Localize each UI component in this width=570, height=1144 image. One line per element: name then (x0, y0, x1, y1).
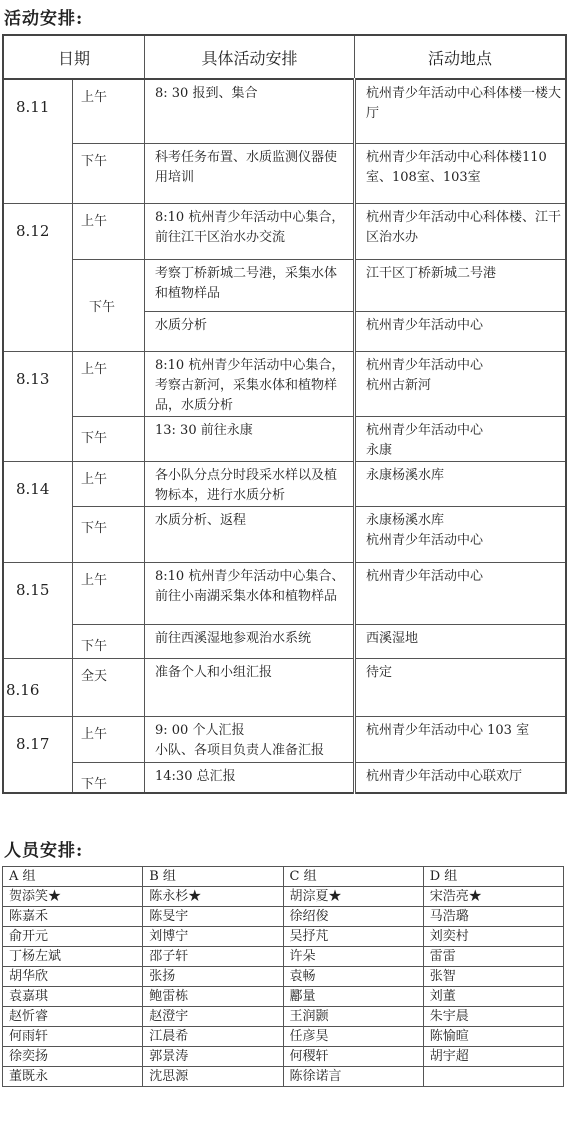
member-name: 刘董 (423, 987, 563, 1007)
people-row (3, 927, 564, 947)
member-name: 酈量 (283, 987, 423, 1007)
member-name: 陈愉暄 (423, 1027, 563, 1047)
member-name: 朱宇晨 (423, 1007, 563, 1027)
schedule-half-day: 上午 (73, 716, 145, 762)
member-name: 郭景涛 (143, 1047, 283, 1067)
schedule-header-row (3, 35, 566, 79)
schedule-location: 杭州青少年活动中心 (355, 562, 567, 624)
member-name: 陈嘉禾 (3, 907, 143, 927)
member-name: 赵澄宇 (143, 1007, 283, 1027)
schedule-location: 江干区丁桥新城二号港 (355, 259, 567, 311)
schedule-date: 8.13 (3, 351, 73, 461)
people-header-row (3, 867, 564, 887)
people-row (3, 947, 564, 967)
schedule-activity: 水质分析 (145, 311, 355, 351)
schedule-activity: 14:30 总汇报 (145, 762, 355, 793)
schedule-half-day: 下午 (73, 624, 145, 658)
schedule-location: 杭州青少年活动中心科体楼110室、108室、103室 (355, 143, 567, 203)
member-name: 刘奕村 (423, 927, 563, 947)
schedule-activity: 准备个人和小组汇报 (145, 658, 355, 716)
member-name: 沈思源 (143, 1067, 283, 1087)
schedule-location: 杭州青少年活动中心科体楼一楼大厅 (355, 79, 567, 143)
schedule-half-day: 下午 (73, 259, 145, 351)
schedule-location: 杭州青少年活动中心 杭州古新河 (355, 351, 567, 416)
schedule-date: 8.11 (3, 79, 73, 203)
member-name: 陈徐诺言 (283, 1067, 423, 1087)
people-row (3, 1027, 564, 1047)
schedule-half-day: 上午 (73, 562, 145, 624)
schedule-date: 8.15 (3, 562, 73, 658)
schedule-activity: 各小队分点分时段采水样以及植物标本，进行水质分析 (145, 461, 355, 506)
people-heading: 人员安排: (4, 841, 84, 861)
people-row (3, 887, 564, 907)
schedule-half-day: 下午 (73, 143, 145, 203)
schedule-location: 杭州青少年活动中心联欢厅 (355, 762, 567, 793)
member-name: 张智 (423, 967, 563, 987)
schedule-location: 杭州青少年活动中心 永康 (355, 416, 567, 461)
column-header-date: 日期 (3, 35, 145, 79)
schedule-row (3, 351, 566, 416)
member-name: 任彦昊 (283, 1027, 423, 1047)
schedule-location: 永康杨溪水库 杭州青少年活动中心 (355, 506, 567, 562)
member-name: 胡华欣 (3, 967, 143, 987)
schedule-location: 永康杨溪水库 (355, 461, 567, 506)
schedule-half-day: 上午 (73, 461, 145, 506)
schedule-row (3, 143, 566, 203)
schedule-location: 待定 (355, 658, 567, 716)
member-name (423, 1067, 563, 1087)
member-name: 徐绍俊 (283, 907, 423, 927)
schedule-location: 杭州青少年活动中心 (355, 311, 567, 351)
schedule-half-day: 下午 (73, 762, 145, 793)
schedule-half-day: 上午 (73, 351, 145, 416)
member-name: 何稷轩 (283, 1047, 423, 1067)
member-name: 赵忻睿 (3, 1007, 143, 1027)
schedule-row (3, 79, 566, 143)
group-header: D 组 (423, 867, 563, 887)
member-name: 鲍雷栋 (143, 987, 283, 1007)
schedule-location: 西溪湿地 (355, 624, 567, 658)
schedule-row (3, 259, 566, 311)
member-name: 刘博宁 (143, 927, 283, 947)
member-name: 徐奕扬 (3, 1047, 143, 1067)
schedule-row (3, 562, 566, 624)
group-header: C 组 (283, 867, 423, 887)
schedule-activity: 8:10 杭州青少年活动中心集合，考察古新河，采集水体和植物样品，水质分析 (145, 351, 355, 416)
schedule-date: 8.14 (3, 461, 73, 562)
schedule-activity: 水质分析、返程 (145, 506, 355, 562)
schedule-date: 8.12 (3, 203, 73, 351)
member-name: 胡宇超 (423, 1047, 563, 1067)
member-name: 江晨希 (143, 1027, 283, 1047)
schedule-row (3, 762, 566, 793)
schedule-half-day: 上午 (73, 79, 145, 143)
schedule-activity: 8:10 杭州青少年活动中心集合、前往小南湖采集水体和植物样品 (145, 562, 355, 624)
schedule-row (3, 716, 566, 762)
schedule-table (2, 34, 567, 794)
member-name: 许朵 (283, 947, 423, 967)
member-name: 胡淙夏★ (283, 887, 423, 907)
people-table (2, 866, 564, 1087)
schedule-row (3, 624, 566, 658)
member-name: 丁杨左斌 (3, 947, 143, 967)
schedule-activity: 13: 30 前往永康 (145, 416, 355, 461)
column-header-location: 活动地点 (355, 35, 567, 79)
member-name: 马浩璐 (423, 907, 563, 927)
group-header: B 组 (143, 867, 283, 887)
member-name: 何雨轩 (3, 1027, 143, 1047)
schedule-location: 杭州青少年活动中心 103 室 (355, 716, 567, 762)
member-name: 吴抒芃 (283, 927, 423, 947)
schedule-activity: 前往西溪湿地参观治水系统 (145, 624, 355, 658)
people-row (3, 1047, 564, 1067)
schedule-row (3, 461, 566, 506)
member-name: 邵子轩 (143, 947, 283, 967)
member-name: 董既永 (3, 1067, 143, 1087)
schedule-half-day: 下午 (73, 506, 145, 562)
member-name: 张扬 (143, 967, 283, 987)
schedule-heading: 活动安排: (4, 9, 84, 29)
schedule-date: 8.17 (3, 716, 73, 793)
member-name: 陈永杉★ (143, 887, 283, 907)
member-name: 俞开元 (3, 927, 143, 947)
schedule-row (3, 416, 566, 461)
schedule-activity: 9: 00 个人汇报 小队、各项目负责人准备汇报 (145, 716, 355, 762)
member-name: 宋浩亮★ (423, 887, 563, 907)
member-name: 王润颢 (283, 1007, 423, 1027)
schedule-activity: 8: 30 报到、集合 (145, 79, 355, 143)
member-name: 雷雷 (423, 947, 563, 967)
schedule-activity: 科考任务布置、水质监测仪器使用培训 (145, 143, 355, 203)
schedule-row (3, 203, 566, 259)
people-row (3, 967, 564, 987)
schedule-half-day: 上午 (73, 203, 145, 259)
people-row (3, 987, 564, 1007)
schedule-row (3, 658, 566, 716)
people-row (3, 1067, 564, 1087)
member-name: 袁畅 (283, 967, 423, 987)
member-name: 贺添笑★ (3, 887, 143, 907)
people-row (3, 1007, 564, 1027)
schedule-half-day: 全天 (73, 658, 145, 716)
schedule-activity: 考察丁桥新城二号港，采集水体和植物样品 (145, 259, 355, 311)
schedule-location: 杭州青少年活动中心科体楼、江干区治水办 (355, 203, 567, 259)
schedule-half-day: 下午 (73, 416, 145, 461)
schedule-date: 8.16 (3, 658, 73, 716)
column-header-activity: 具体活动安排 (145, 35, 355, 79)
people-row (3, 907, 564, 927)
member-name: 陈旻宇 (143, 907, 283, 927)
schedule-activity: 8:10 杭州青少年活动中心集合，前往江干区治水办交流 (145, 203, 355, 259)
schedule-row (3, 506, 566, 562)
member-name: 袁嘉琪 (3, 987, 143, 1007)
group-header: A 组 (3, 867, 143, 887)
